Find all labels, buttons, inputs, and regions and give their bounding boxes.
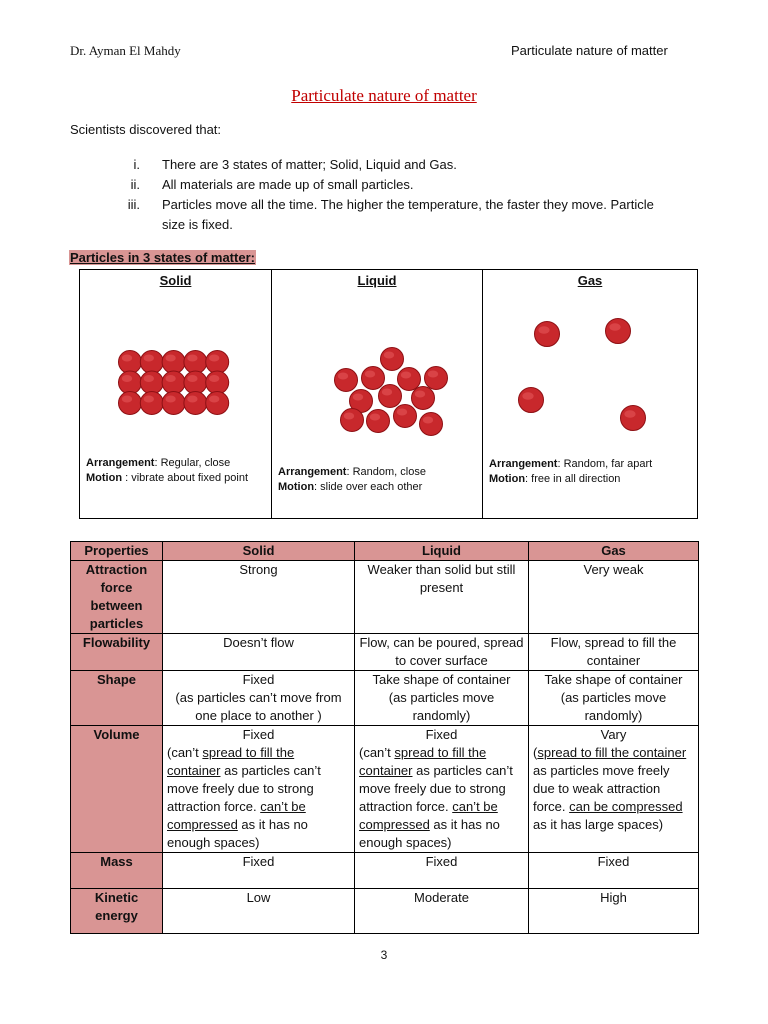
particle [206,371,229,394]
cell-value: Take shape of container [372,672,511,687]
motion-label: Motion [86,472,123,484]
particle-highlight [624,410,635,418]
particle [119,371,142,394]
table-cell: Flow, spread to fill the container [529,634,699,671]
header-author: Dr. Ayman El Mahdy [70,43,181,58]
particle-highlight [428,371,438,378]
list-item [110,175,670,195]
particle [184,351,207,374]
particle [162,392,185,415]
note-text: as it has no enough spaces) [167,817,308,850]
table-row [71,726,699,853]
table-cell: Very weak [529,561,699,634]
list-item-text: All materials are made up of small particles. [162,177,414,192]
state-description [86,456,258,486]
note-underlined: can be compressed [569,799,683,814]
cell-note: (as particles can’t move from one place to another ) [175,690,342,723]
particle-highlight [609,323,620,331]
page-title: Particulate nature of matter [291,86,477,105]
particle-highlight [353,394,363,401]
note-text: as particles can’t move freely due to strong attraction force. [359,763,513,814]
particle-highlight [338,373,348,380]
note-text: as particles move freely due to weak attraction force. [533,763,670,814]
particle-highlight [165,396,175,403]
table-cell: Fixed [355,853,529,889]
note-text: ( [533,745,538,760]
cell-value: Fixed [242,672,275,687]
particle [206,392,229,415]
state-title: Solid [159,273,192,288]
note-text: (can’t [167,745,203,760]
list-item [110,195,670,235]
table-cell [529,726,699,853]
note-text: as it has large spaces) [533,817,664,832]
particle-highlight [370,414,380,421]
table-row [71,634,699,671]
column-header: Properties [71,542,163,561]
table-cell: Weaker than solid but still present [355,561,529,634]
state-title: Liquid [357,273,397,288]
state-description [278,465,478,495]
list-item-text: Particles move all the time. The higher the temperature, the faster they move. Particle size is fixed. [162,197,654,232]
table-row [71,671,699,726]
particle-highlight [538,326,549,334]
arrangement-value: : Random, close [346,466,426,478]
cell-note: (as particles move randomly) [560,690,667,723]
states-diagram [79,269,698,519]
motion-label: Motion [278,481,315,493]
particle-highlight [415,391,425,398]
table-cell [163,671,355,726]
list-item-number: ii. [130,177,140,192]
table-cell: Moderate [355,889,529,934]
arrangement-label: Arrangement [278,466,347,478]
particle [606,319,631,344]
note-text: (can’t [359,745,395,760]
cell-note [533,744,694,834]
table-row [71,561,699,634]
particle-highlight [423,417,433,424]
table-row [71,889,699,934]
table-cell: Flow, can be poured, spread to cover surface [355,634,529,671]
particle-highlight [165,355,175,362]
note-text: as particles can’t move freely due to strong attraction force. [167,763,321,814]
state-solid [80,270,272,518]
note-underlined: can’t be compressed [167,799,306,832]
row-header: Attraction force between particles [71,561,163,634]
arrangement-label: Arrangement [489,458,558,470]
particle [162,351,185,374]
state-description [489,457,689,487]
table-cell: Strong [163,561,355,634]
particle [140,371,163,394]
particle [420,413,443,436]
particle [184,392,207,415]
particle [412,387,435,410]
cell-note: (as particles move randomly) [388,690,495,723]
page-number: 3 [380,948,388,962]
particle-highlight [144,396,154,403]
row-header: Kinetic energy [71,889,163,934]
particle-highlight [187,355,197,362]
cell-value: Fixed [242,727,275,742]
table-row [71,853,699,889]
table-cell: Doesn’t flow [163,634,355,671]
header-topic: Particulate nature of matter [511,43,668,58]
properties-table [70,541,699,934]
particle-highlight [144,375,154,382]
motion-value: : vibrate about fixed point [122,472,249,484]
particle-highlight [144,355,154,362]
row-header: Mass [71,853,163,889]
intro-text: Scientists discovered that: [70,122,222,137]
particle [398,368,421,391]
column-header: Solid [163,542,355,561]
particle-highlight [187,396,197,403]
particle-highlight [122,355,132,362]
particle [362,367,385,390]
row-header: Volume [71,726,163,853]
particle [379,385,402,408]
particle-highlight [382,389,392,396]
particle [119,392,142,415]
note-underlined: spread to fill the container [537,745,687,760]
row-header: Flowability [71,634,163,671]
particle [519,388,544,413]
cell-note [167,744,350,852]
state-liquid [272,270,483,518]
column-header: Liquid [355,542,529,561]
list-item [110,155,670,175]
note-underlined: spread to fill the container [359,745,487,778]
arrangement-value: : Random, far apart [557,458,653,470]
particle [119,351,142,374]
table-cell: Fixed [529,853,699,889]
motion-value: : slide over each other [314,481,423,493]
particle-highlight [187,375,197,382]
note-text: as it has no enough spaces) [359,817,500,850]
particle [206,351,229,374]
arrangement-label: Arrangement [86,457,155,469]
state-title: Gas [577,273,603,288]
list-item-number: i. [133,157,140,172]
table-cell: Fixed [163,853,355,889]
state-gas [483,270,697,518]
particle [621,406,646,431]
points-list [110,155,670,235]
arrangement-value: : Regular, close [154,457,231,469]
particle-highlight [397,409,407,416]
motion-value: : free in all direction [525,473,621,485]
particle-highlight [165,375,175,382]
particle-highlight [122,375,132,382]
table-cell [529,671,699,726]
particle [381,348,404,371]
particle-highlight [344,413,354,420]
particle [341,409,364,432]
particle-highlight [522,392,533,400]
particle-highlight [209,396,219,403]
cell-value: Vary [600,727,627,742]
note-underlined: spread to fill the container [167,745,295,778]
row-header: Shape [71,671,163,726]
cell-value: Take shape of container [544,672,683,687]
particle-highlight [401,372,411,379]
particle [162,371,185,394]
cell-note [359,744,524,852]
particle-highlight [384,352,394,359]
particle [140,392,163,415]
table-cell [163,726,355,853]
particle [425,367,448,390]
particle [394,405,417,428]
particle [335,369,358,392]
section-heading: Particles in 3 states of matter: [70,250,255,265]
particle-highlight [209,355,219,362]
table-header-row [71,542,699,561]
note-underlined: can’t be compressed [359,799,498,832]
table-cell [355,726,529,853]
table-cell [355,671,529,726]
particle-highlight [122,396,132,403]
table-cell: Low [163,889,355,934]
table-cell: High [529,889,699,934]
column-header: Gas [529,542,699,561]
cell-value: Fixed [425,727,458,742]
particle-highlight [365,371,375,378]
particle [367,410,390,433]
list-item-text: There are 3 states of matter; Solid, Liquid and Gas. [162,157,457,172]
particle-highlight [209,375,219,382]
list-item-number: iii. [127,197,140,212]
motion-label: Motion [489,473,526,485]
particle [184,371,207,394]
particle [140,351,163,374]
particle [535,322,560,347]
